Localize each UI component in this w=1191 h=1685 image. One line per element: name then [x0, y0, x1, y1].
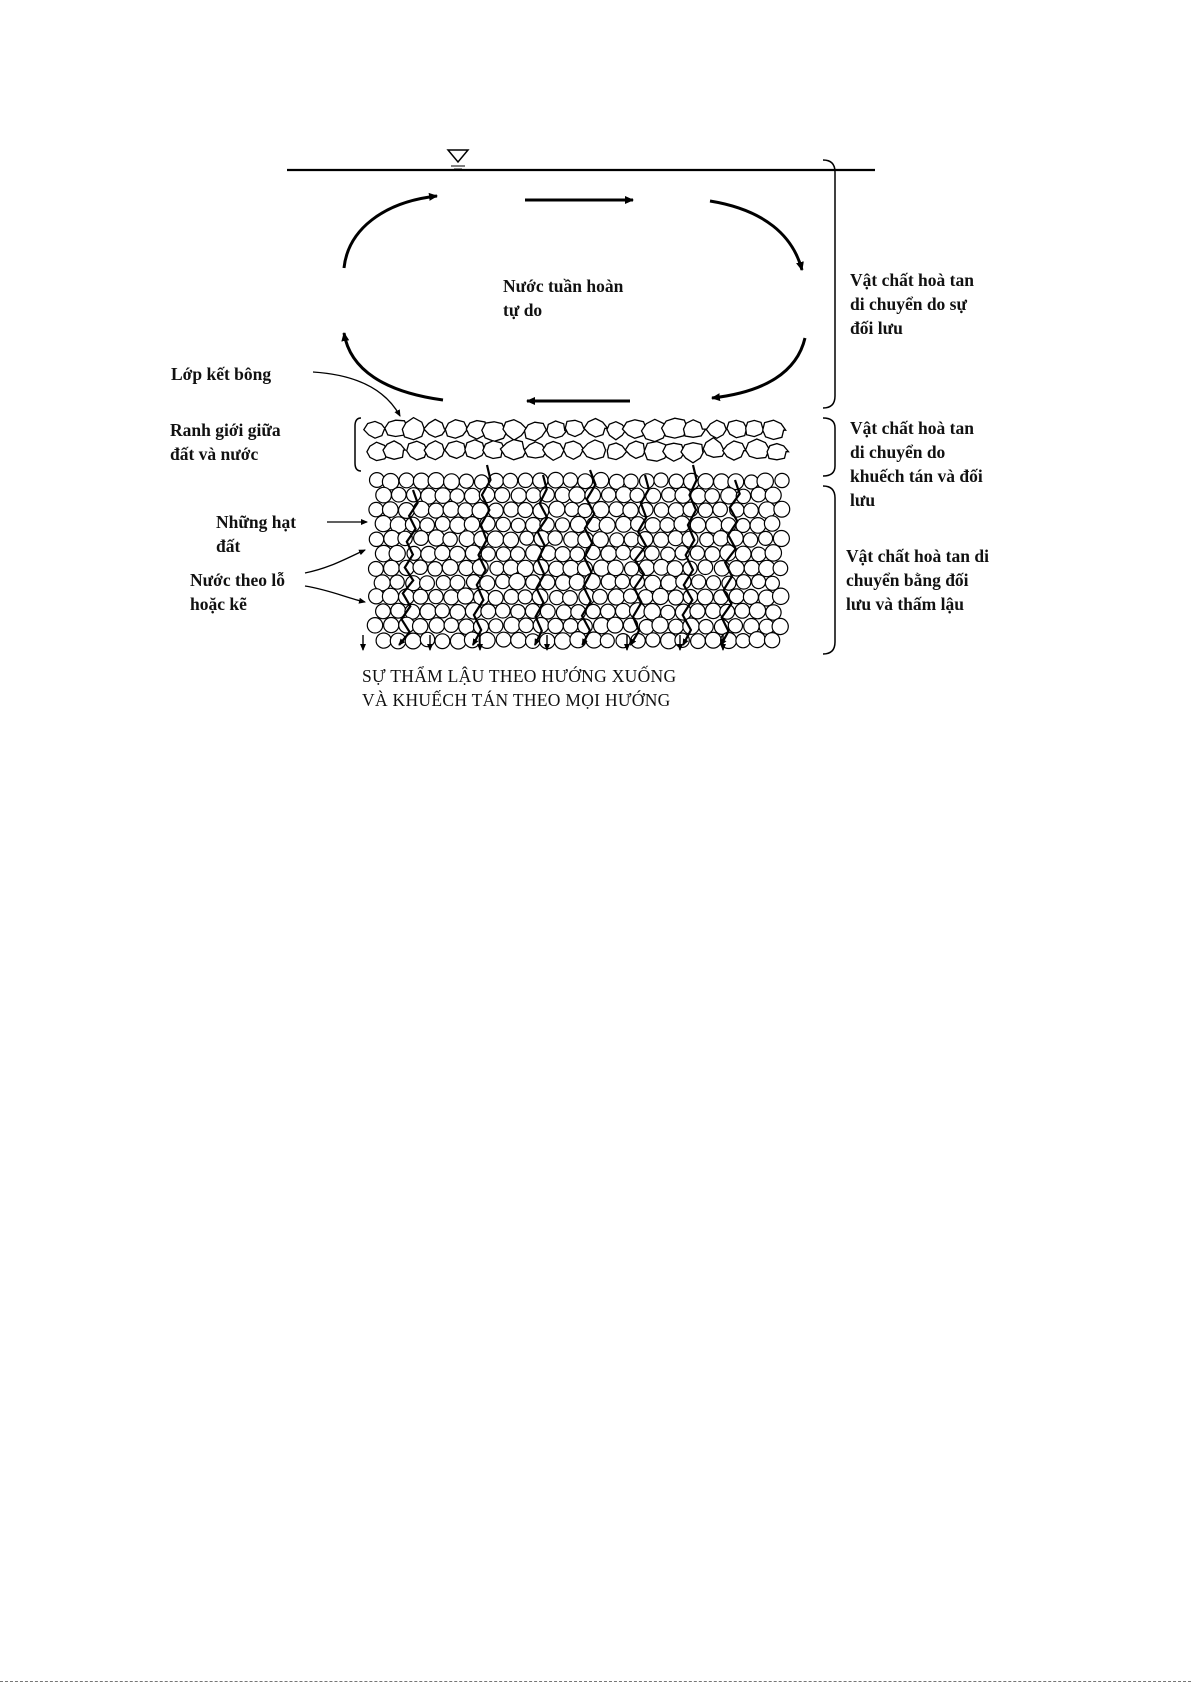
soil-particle	[698, 560, 713, 575]
soil-particle	[645, 546, 659, 560]
floc-particle	[402, 418, 424, 440]
soil-particle	[639, 560, 655, 576]
soil-particle	[645, 518, 660, 533]
soil-particle	[509, 573, 525, 589]
soil-particle	[608, 589, 624, 605]
soil-particle	[750, 518, 766, 534]
soil-particle	[570, 632, 586, 648]
soil-particle	[607, 617, 623, 633]
soil-particle	[609, 502, 624, 517]
interface-label: Ranh giới giữa đất và nước	[170, 420, 281, 464]
floc-layer	[364, 418, 789, 463]
pointer-pore-water-1	[305, 550, 365, 573]
soil-particle	[375, 516, 391, 532]
soil-particle	[735, 603, 750, 618]
floc-particle	[767, 444, 788, 460]
soil-particle	[684, 473, 700, 489]
soil-particle	[390, 575, 404, 589]
soil-particle	[503, 473, 518, 488]
soil-particle	[429, 503, 444, 518]
soil-particle	[713, 531, 728, 546]
soil-particle	[555, 487, 570, 502]
brace-top-zone	[823, 160, 835, 408]
soil-particle	[555, 518, 569, 532]
floc-particle	[564, 441, 585, 459]
soil-particle	[511, 518, 525, 532]
floc-particle	[424, 419, 446, 437]
soil-particle	[699, 620, 713, 634]
soil-particle	[435, 517, 450, 532]
soil-particle	[565, 502, 579, 516]
soil-particle	[698, 474, 713, 489]
soil-particle	[450, 633, 466, 649]
floc-particle	[503, 420, 527, 441]
soil-particle	[459, 531, 475, 547]
soil-particle	[563, 619, 578, 634]
floc-particle	[364, 421, 386, 438]
soil-particle	[481, 604, 496, 619]
soil-particle	[668, 590, 683, 605]
soil-particle	[668, 531, 683, 546]
soil-particle	[765, 545, 781, 561]
soil-particle	[751, 487, 766, 502]
floc-particle	[500, 440, 527, 460]
soil-particle	[444, 590, 459, 605]
soil-particle	[751, 547, 766, 562]
floc-particle	[445, 441, 466, 458]
soil-particle	[743, 533, 757, 547]
soil-particle	[367, 618, 382, 633]
soil-particle	[428, 530, 444, 546]
soil-particle	[435, 634, 450, 649]
soil-particle	[602, 488, 616, 502]
soil-particle	[369, 532, 383, 546]
soil-particle	[624, 474, 638, 488]
soil-particle	[413, 473, 429, 489]
floc-particle	[706, 420, 726, 438]
soil-particle	[774, 501, 790, 517]
soil-particle	[706, 576, 720, 590]
soil-particle	[442, 560, 458, 576]
floc-particle	[625, 441, 645, 458]
soil-particle	[705, 489, 720, 504]
soil-particle	[488, 503, 503, 518]
soil-particle	[429, 590, 443, 604]
brace-middle-zone	[823, 418, 835, 476]
soil-particle	[616, 545, 631, 560]
soil-particle	[464, 517, 479, 532]
floc-particle	[584, 419, 608, 438]
soil-particle	[570, 516, 586, 532]
soil-particle	[569, 574, 585, 590]
soil-particle	[549, 501, 565, 517]
floc-particle	[445, 420, 467, 439]
soil-particle	[772, 618, 788, 634]
soil-particle	[654, 532, 669, 547]
soil-particle	[420, 604, 436, 620]
soil-particle	[735, 546, 751, 562]
floc-particle	[746, 420, 765, 436]
zone-middle-label: Vật chất hoà tan di chuyển do khuếch tán và đối lưu	[850, 418, 983, 510]
soil-particle	[413, 589, 428, 604]
soil-particle	[504, 589, 519, 604]
soil-particle	[775, 473, 789, 487]
soil-particle	[646, 633, 660, 647]
soil-particle	[714, 590, 729, 605]
soil-water-diagram	[170, 140, 1095, 770]
soil-particle	[705, 632, 721, 648]
soil-particle	[496, 574, 510, 588]
soil-particle	[690, 546, 704, 560]
zone-top-label: Vật chất hoà tan di chuyển do sự đối lưu	[850, 270, 974, 338]
soil-particle	[749, 603, 765, 619]
floc-particle	[681, 443, 703, 463]
soil-particle	[504, 502, 519, 517]
soil-particle	[496, 603, 511, 618]
soil-particle	[382, 588, 398, 604]
soil-particle	[764, 516, 779, 531]
soil-particle	[489, 619, 503, 633]
soil-particle	[550, 591, 564, 605]
soil-particle	[443, 501, 459, 517]
circulation-label: Nước tuần hoàn tự do	[503, 276, 624, 320]
soil-particle	[593, 502, 609, 518]
soil-particle	[459, 474, 473, 488]
soil-particle	[623, 503, 638, 518]
soil-particle	[376, 604, 391, 619]
soil-particle	[413, 560, 427, 574]
soil-particle	[511, 547, 526, 562]
soil-particle	[616, 603, 631, 618]
pointer-floc-layer	[313, 372, 400, 416]
soil-particle	[435, 604, 449, 618]
soil-particle	[569, 487, 585, 503]
floc-particle	[482, 422, 508, 442]
soil-particle	[428, 562, 442, 576]
soil-particle	[428, 473, 444, 489]
soil-particle	[459, 560, 474, 575]
soil-particle	[465, 488, 481, 504]
floc-particle	[727, 420, 747, 437]
soil-particle	[706, 603, 721, 618]
arrow-bottom-left	[344, 333, 443, 400]
soil-particle	[624, 532, 639, 547]
soil-particle	[435, 545, 450, 560]
soil-particle	[697, 589, 713, 605]
soil-particle	[578, 474, 593, 489]
soil-particle	[601, 574, 616, 589]
soil-particle	[518, 590, 532, 604]
soil-particle	[399, 589, 415, 605]
soil-particle	[511, 632, 527, 648]
soil-particle	[487, 531, 503, 547]
soil-particle	[652, 588, 668, 604]
soil-particle	[749, 632, 765, 648]
soil-particle	[662, 488, 676, 502]
soil-particle	[479, 632, 495, 648]
soil-particle	[563, 591, 578, 606]
floc-particle	[723, 441, 746, 460]
soil-particle	[392, 487, 407, 502]
soil-particle	[660, 518, 675, 533]
soil-particle	[420, 632, 434, 646]
soil-particle	[399, 473, 414, 488]
soil-particle	[556, 605, 571, 620]
soil-particle	[601, 604, 616, 619]
pointer-pore-water-2	[305, 586, 365, 602]
soil-particle	[496, 632, 511, 647]
soil-particle	[472, 560, 488, 576]
floc-particle	[565, 420, 585, 436]
soil-particle	[616, 516, 632, 532]
floc-particle	[525, 422, 547, 441]
soil-particle	[736, 634, 750, 648]
soil-particle	[570, 547, 585, 562]
soil-particle	[548, 531, 562, 545]
soil-particle	[654, 503, 669, 518]
soil-particle	[495, 488, 510, 503]
soil-particle	[765, 487, 781, 503]
soil-particle	[540, 604, 555, 619]
water-level-symbol	[448, 150, 468, 169]
soil-particle	[376, 633, 391, 648]
soil-particles-label: Những hạt đất	[216, 512, 297, 556]
soil-particle	[729, 589, 744, 604]
soil-particle	[744, 503, 759, 518]
soil-particle	[443, 532, 457, 546]
soil-particle	[737, 575, 751, 589]
soil-particle	[773, 588, 789, 604]
soil-particle	[399, 560, 414, 575]
soil-particle	[420, 576, 435, 591]
soil-particle	[518, 503, 533, 518]
floc-particle	[543, 442, 564, 461]
soil-particle	[436, 576, 450, 590]
floc-particle	[424, 441, 444, 460]
floc-particle	[684, 420, 706, 438]
soil-particle	[600, 634, 614, 648]
pore-water-label: Nước theo lỗ hoặc kẽ	[190, 570, 286, 614]
soil-particle	[615, 574, 629, 588]
water-surface	[287, 150, 875, 170]
soil-particle	[698, 503, 712, 517]
arrow-top-left	[344, 196, 437, 268]
floc-particle	[383, 441, 405, 459]
diagram-caption: SỰ THẨM LẬU THEO HƯỚNG XUỐNG VÀ KHUẾCH TÁN THEO MỌI HƯỚNG	[362, 666, 677, 710]
soil-particle	[766, 605, 781, 620]
soil-particle	[369, 589, 384, 604]
soil-particle	[692, 575, 706, 589]
soil-particle	[444, 618, 458, 632]
soil-particle	[773, 531, 789, 547]
floc-particle	[465, 440, 485, 459]
floc-layer-label: Lớp kết bông	[171, 364, 272, 384]
arrow-top-right	[710, 201, 802, 270]
soil-particle	[458, 503, 473, 518]
soil-particle	[376, 487, 392, 503]
soil-particle	[669, 474, 683, 488]
soil-particle	[389, 545, 405, 561]
soil-particle	[518, 473, 532, 487]
soil-particle	[511, 488, 526, 503]
soil-particle	[759, 531, 773, 545]
soil-particle	[608, 560, 624, 576]
soil-particle	[713, 502, 728, 517]
page-bottom-rule	[0, 1681, 1191, 1682]
soil-particle	[496, 547, 510, 561]
soil-particle	[563, 473, 577, 487]
soil-particle	[384, 618, 399, 633]
soil-particle	[435, 488, 451, 504]
soil-particle	[444, 474, 460, 490]
soil-particle	[555, 633, 571, 649]
soil-particle	[481, 547, 495, 561]
soil-particle	[765, 633, 780, 648]
soil-particle	[519, 618, 534, 633]
soil-particle	[458, 588, 474, 604]
soil-particle	[752, 575, 766, 589]
soil-particle	[548, 618, 563, 633]
soil-particle	[413, 619, 428, 634]
floc-particle	[763, 420, 786, 439]
soil-particle	[520, 531, 534, 545]
soil-particle	[690, 604, 705, 619]
soil-particle	[548, 472, 564, 488]
zone-bottom-label: Vật chất hoà tan di chuyển bằng đối lưu và thấm lậu	[846, 546, 989, 614]
soil-particle	[682, 531, 698, 547]
zone-braces	[823, 160, 835, 654]
soil-particle	[599, 517, 615, 533]
soil-particle	[504, 617, 520, 633]
soil-particle	[503, 532, 518, 547]
soil-particle	[700, 533, 714, 547]
floc-particle	[703, 438, 726, 458]
soil-particle	[601, 546, 617, 562]
soil-particle	[773, 561, 788, 576]
floc-particle	[746, 439, 770, 459]
soil-particle	[555, 547, 570, 562]
soil-particle	[691, 634, 706, 649]
soil-particle	[414, 531, 429, 546]
soil-particle	[744, 560, 759, 575]
soil-particle	[369, 502, 383, 516]
soil-particle	[429, 618, 444, 633]
soil-particle	[369, 562, 384, 577]
soil-particle	[564, 532, 580, 548]
soil-particle	[728, 619, 742, 633]
soil-particle	[652, 617, 668, 633]
arrow-bottom-right	[712, 338, 805, 398]
soil-particle	[490, 561, 504, 575]
soil-particle	[496, 517, 510, 531]
soil-particle	[384, 560, 400, 576]
floc-particle	[582, 440, 606, 460]
soil-particle	[669, 619, 684, 634]
soil-particle	[690, 517, 705, 532]
floc-particle	[547, 421, 567, 438]
soil-particle	[593, 589, 608, 604]
brace-bottom-zone	[823, 486, 835, 654]
soil-particle	[654, 473, 668, 487]
soil-particle	[549, 561, 564, 576]
interface-bracket	[355, 418, 361, 471]
soil-particle	[526, 488, 541, 503]
floc-particle	[607, 443, 627, 460]
soil-particle	[616, 634, 630, 648]
